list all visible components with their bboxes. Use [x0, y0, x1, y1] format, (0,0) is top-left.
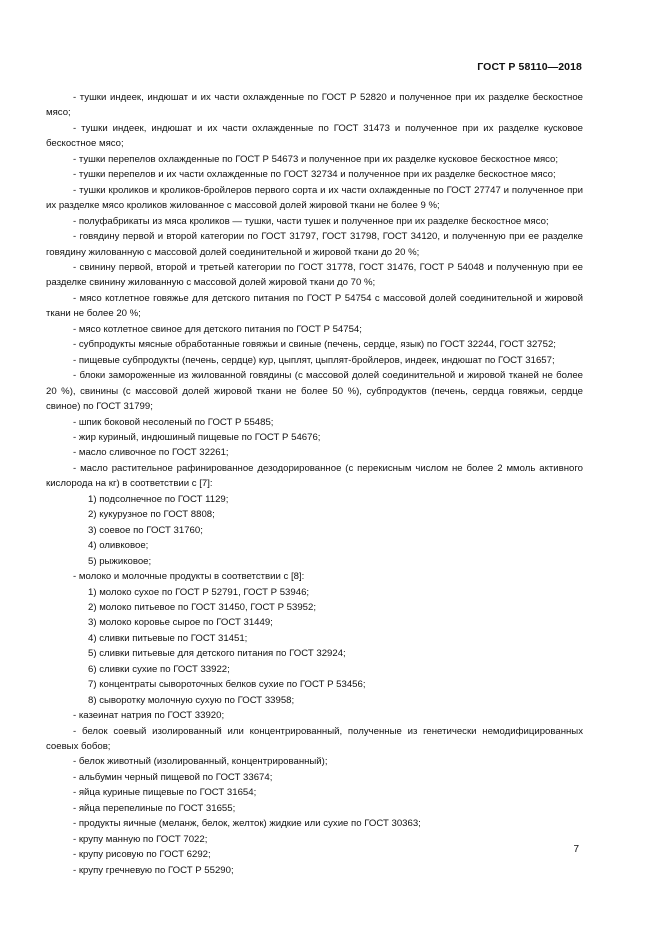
sub-list-item: 7) концентраты сывороточных белков сухие по ГОСТ Р 53456;: [88, 679, 366, 691]
list-item: - казеинат натрия по ГОСТ 33920;: [73, 710, 225, 722]
sub-list-item: 1) молоко сухое по ГОСТ Р 52791, ГОСТ Р 53946;: [88, 586, 310, 598]
list-item: - молоко и молочные продукты в соответствии с [8]:: [73, 571, 305, 583]
list-item: - крупу манную по ГОСТ 7022;: [73, 833, 208, 845]
sub-list-item: 4) сливки питьевые по ГОСТ 31451;: [88, 632, 248, 644]
list-item: - пищевые субпродукты (печень, сердце) кур, цыплят, цыплят-бройлеров, индеек, индюшат по ГОСТ 31657;: [73, 354, 555, 366]
list-item: - масло растительное рафинированное дезодорированное (с перекисным числом не более 2 ммоль активного кислорода на кг) в соответствии с [7]:: [46, 462, 583, 490]
sub-list-item: 3) соевое по ГОСТ 31760;: [88, 524, 203, 536]
list-item: - яйца куриные пищевые по ГОСТ 31654;: [73, 787, 257, 799]
list-item: - крупу гречневую по ГОСТ Р 55290;: [73, 864, 234, 876]
list-item: - жир куриный, индюшиный пищевые по ГОСТ Р 54676;: [73, 431, 321, 443]
sub-list-item: 2) молоко питьевое по ГОСТ 31450, ГОСТ Р 53952;: [88, 601, 316, 613]
list-item: - тушки индеек, индюшат и их части охлажденные по ГОСТ Р 52820 и полученное при их разделке бескостное мясо;: [46, 92, 583, 119]
sub-list-item: 3) молоко коровье сырое по ГОСТ 31449;: [88, 617, 273, 629]
list-item: - белок животный (изолированный, концентрированный);: [73, 756, 328, 768]
list-item: - масло сливочное по ГОСТ 32261;: [73, 447, 229, 459]
list-item: - тушки индеек, индюшат и их части охлажденные по ГОСТ 31473 и полученное при их разделке кусковое бескостное мясо;: [46, 122, 583, 150]
sub-list-item: 8) сыворотку молочную сухую по ГОСТ 33958;: [88, 694, 295, 706]
list-item: - альбумин черный пищевой по ГОСТ 33674;: [73, 771, 273, 783]
sub-list-item: 2) кукурузное по ГОСТ 8808;: [88, 509, 215, 521]
sub-list-item: 5) сливки питьевые для детского питания по ГОСТ 32924;: [88, 648, 346, 660]
document-code: ГОСТ Р 58110—2018: [477, 61, 582, 73]
list-item: - шпик боковой несоленый по ГОСТ Р 55485;: [73, 416, 274, 428]
list-item: - говядину первой и второй категории по ГОСТ 31797, ГОСТ 31798, ГОСТ 34120, и полученную при ее разделке говядину жилованную с массовой долей соединительной и жировой ткани до 20 %;: [46, 231, 583, 258]
list-item: - белок соевый изолированный или концентрированный, полученные из генетически немодифицированных соевых бобов;: [46, 725, 583, 753]
sub-list-item: 4) оливковое;: [88, 540, 149, 552]
list-item: - мясо котлетное говяжье для детского питания по ГОСТ Р 54754 с массовой долей соединительной и жировой ткани не более 20 %;: [46, 292, 583, 320]
list-item: - мясо котлетное свиное для детского питания по ГОСТ Р 54754;: [73, 323, 362, 335]
list-item: - продукты яичные (меланж, белок, желток) жидкие или сухие по ГОСТ 30363;: [73, 818, 421, 830]
list-item: - субпродукты мясные обработанные говяжьи и свиные (печень, сердце, язык) по ГОСТ 32244, ГОСТ 32752;: [73, 339, 556, 351]
list-item: - тушки перепелов охлажденные по ГОСТ Р 54673 и полученное при их разделке кусковое бескостное мясо;: [73, 153, 559, 165]
list-item: - тушки перепелов и их части охлажденные по ГОСТ 32734 и полученное при их разделке бескостное мясо;: [73, 169, 556, 181]
list-item: - тушки кроликов и кроликов-бройлеров первого сорта и их части охлажденные по ГОСТ 27747 и полученное при их разделке мясо кроликов жилованное с массовой долей жировой ткани не более 9 %;: [46, 184, 583, 212]
list-item: - крупу рисовую по ГОСТ 6292;: [73, 849, 211, 861]
list-item: - блоки замороженные из жилованной говядины (с массовой долей соединительной и жировой тканей не более 20 %), свинины (с массовой долей жировой ткани не более 50 %), субпродуктов (печень, сердца говяжьи, сердце свиное) по ГОСТ 31799;: [46, 370, 583, 413]
list-item: - свинину первой, второй и третьей категории по ГОСТ 31778, ГОСТ 31476, ГОСТ Р 54048 и полученную при ее разделке свинину жилованную с массовой долей жировой ткани до 70 %;: [46, 261, 583, 289]
list-item: - полуфабрикаты из мяса кроликов — тушки, части тушек и полученное при их разделке бескостное мясо;: [73, 215, 549, 227]
list-item: - яйца перепелиные по ГОСТ 31655;: [73, 802, 236, 814]
document-body: [46, 90, 583, 878]
sub-list-item: 1) подсолнечное по ГОСТ 1129;: [88, 493, 229, 505]
sub-list-item: 6) сливки сухие по ГОСТ 33922;: [88, 663, 230, 675]
page-number: 7: [573, 844, 579, 855]
sub-list-item: 5) рыжиковое;: [88, 555, 152, 567]
